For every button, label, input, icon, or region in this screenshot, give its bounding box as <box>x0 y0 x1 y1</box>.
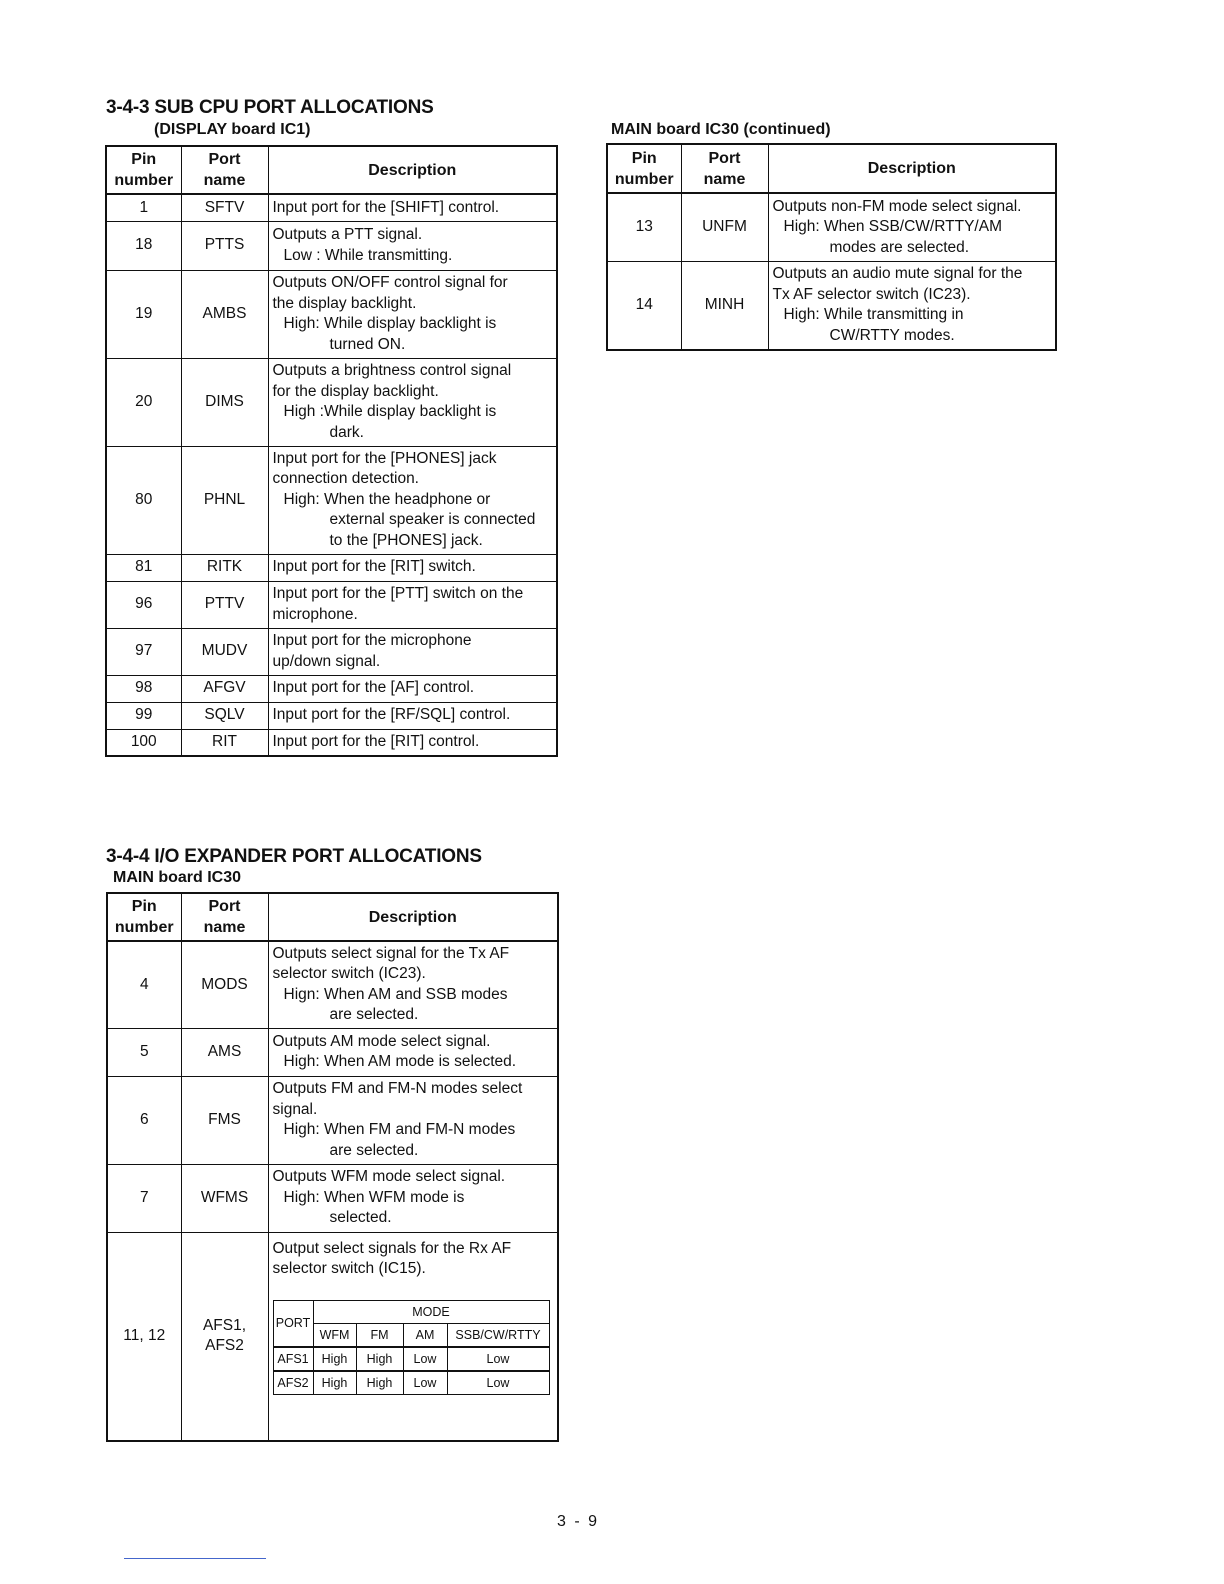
description-cell: Input port for the [PHONES] jack connection detection. High: When the headphone or external speaker is connected to the [PHONES] jack. <box>268 446 557 554</box>
mode-value-cell: Low <box>447 1347 549 1371</box>
header-description: Description <box>768 144 1056 193</box>
mode-column-header: WFM <box>313 1323 356 1347</box>
description-cell: Outputs non-FM mode select signal. High: When SSB/CW/RTTY/AM modes are selected. <box>768 193 1056 261</box>
description-cell: Outputs WFM mode select signal. High: When WFM mode is selected. <box>268 1164 558 1232</box>
pin-cell: 18 <box>106 221 181 270</box>
main-continued-port-table <box>606 143 1057 351</box>
table-row <box>106 729 557 756</box>
header-pin-number: Pin number <box>607 144 681 193</box>
table-row <box>106 675 557 702</box>
pin-cell: 99 <box>106 702 181 729</box>
pin-cell: 1 <box>106 194 181 221</box>
pin-cell: 5 <box>107 1028 181 1076</box>
header-port-name: Port name <box>181 146 268 194</box>
port-cell: AMS <box>181 1028 268 1076</box>
page-number: 3 - 9 <box>557 1513 600 1530</box>
description-cell: Outputs a PTT signal. Low : While transmitting. <box>268 221 557 270</box>
io-expander-port-table <box>106 892 559 1442</box>
mode-value-cell: High <box>313 1347 356 1371</box>
pin-cell: 20 <box>106 358 181 446</box>
mode-table <box>273 1300 550 1395</box>
port-cell: PTTV <box>181 581 268 628</box>
mode-value-cell: High <box>356 1371 403 1395</box>
port-cell: PHNL <box>181 446 268 554</box>
description-cell: Outputs ON/OFF control signal for the display backlight. High: While display backlight is turned ON. <box>268 270 557 358</box>
description-cell: Outputs FM and FM-N modes select signal. High: When FM and FM-N modes are selected. <box>268 1076 558 1164</box>
description-cell: Input port for the [RIT] switch. <box>268 554 557 581</box>
mode-table-mode-header: MODE <box>313 1300 549 1323</box>
pin-cell: 98 <box>106 675 181 702</box>
description-cell: Input port for the [SHIFT] control. <box>268 194 557 221</box>
description-cell: Output select signals for the Rx AF selector switch (IC15). PORT MODE WFM FM AM SSB/CW/RTTY AFS1 High High Low Low AFS2 High High Low Low <box>268 1232 558 1441</box>
mode-column-header: FM <box>356 1323 403 1347</box>
mode-row-port: AFS1 <box>273 1347 313 1371</box>
pin-cell: 19 <box>106 270 181 358</box>
table-row <box>106 358 557 446</box>
table-row <box>107 1164 558 1232</box>
pin-cell: 97 <box>106 628 181 675</box>
mode-value-cell: High <box>356 1347 403 1371</box>
mode-column-header: AM <box>403 1323 447 1347</box>
mode-row-port: AFS2 <box>273 1371 313 1395</box>
port-cell: MUDV <box>181 628 268 675</box>
pin-cell: 6 <box>107 1076 181 1164</box>
table-row <box>106 554 557 581</box>
description-cell: Input port for the [RF/SQL] control. <box>268 702 557 729</box>
mode-value-cell: High <box>313 1371 356 1395</box>
port-cell: UNFM <box>681 193 768 261</box>
pin-cell: 11, 12 <box>107 1232 181 1441</box>
mode-value-cell: Low <box>403 1371 447 1395</box>
section-title-io-expander: 3-4-4 I/O EXPANDER PORT ALLOCATIONS <box>106 846 482 867</box>
table-row <box>107 1232 558 1441</box>
port-cell: PTTS <box>181 221 268 270</box>
port-cell: FMS <box>181 1076 268 1164</box>
pin-cell: 100 <box>106 729 181 756</box>
header-description: Description <box>268 893 558 941</box>
description-cell: Outputs a brightness control signal for the display backlight. High :While display backlight is dark. <box>268 358 557 446</box>
port-cell: AFS1, AFS2 <box>181 1232 268 1441</box>
description-cell: Outputs select signal for the Tx AF selector switch (IC23). Hign: When AM and SSB modes are selected. <box>268 941 558 1028</box>
mode-value-cell: Low <box>403 1347 447 1371</box>
table-row <box>106 702 557 729</box>
port-cell: MODS <box>181 941 268 1028</box>
pin-cell: 14 <box>607 261 681 350</box>
table-row <box>106 221 557 270</box>
header-pin-number: Pin number <box>107 893 181 941</box>
description-cell: Input port for the microphone up/down signal. <box>268 628 557 675</box>
port-cell: SQLV <box>181 702 268 729</box>
description-cell: Input port for the [AF] control. <box>268 675 557 702</box>
section-title-sub-cpu: 3-4-3 SUB CPU PORT ALLOCATIONS <box>106 97 434 118</box>
mode-table-port-header: PORT <box>273 1300 313 1347</box>
table-row <box>106 270 557 358</box>
table-row <box>106 446 557 554</box>
section-subtitle-main-continued: MAIN board IC30 (continued) <box>611 121 831 138</box>
section-subtitle-display-board: (DISPLAY board IC1) <box>154 121 311 138</box>
port-cell: AMBS <box>181 270 268 358</box>
header-pin-number: Pin number <box>106 146 181 194</box>
section-subtitle-main-board: MAIN board IC30 <box>113 869 242 886</box>
mode-value-cell: Low <box>447 1371 549 1395</box>
port-cell: RIT <box>181 729 268 756</box>
pin-cell: 81 <box>106 554 181 581</box>
port-cell: DIMS <box>181 358 268 446</box>
port-cell: RITK <box>181 554 268 581</box>
description-cell: Input port for the [RIT] control. <box>268 729 557 756</box>
table-row <box>107 1028 558 1076</box>
pin-cell: 80 <box>106 446 181 554</box>
pin-cell: 4 <box>107 941 181 1028</box>
table-row <box>607 193 1056 261</box>
table-row <box>106 194 557 221</box>
port-cell: AFGV <box>181 675 268 702</box>
table-row <box>106 581 557 628</box>
table-row <box>607 261 1056 350</box>
pin-cell: 96 <box>106 581 181 628</box>
footer-rule <box>124 1558 266 1559</box>
table-row <box>107 1076 558 1164</box>
header-port-name: Port name <box>681 144 768 193</box>
table-row <box>107 941 558 1028</box>
header-port-name: Port name <box>181 893 268 941</box>
description-cell: Outputs AM mode select signal. High: When AM mode is selected. <box>268 1028 558 1076</box>
port-cell: WFMS <box>181 1164 268 1232</box>
description-cell: Outputs an audio mute signal for the Tx AF selector switch (IC23). High: While transmitting in CW/RTTY modes. <box>768 261 1056 350</box>
pin-cell: 13 <box>607 193 681 261</box>
pin-cell: 7 <box>107 1164 181 1232</box>
port-cell: MINH <box>681 261 768 350</box>
table-row <box>106 628 557 675</box>
sub-cpu-port-table <box>105 145 558 757</box>
port-cell: SFTV <box>181 194 268 221</box>
description-cell: Input port for the [PTT] switch on the microphone. <box>268 581 557 628</box>
header-description: Description <box>268 146 557 194</box>
mode-column-header: SSB/CW/RTTY <box>447 1323 549 1347</box>
